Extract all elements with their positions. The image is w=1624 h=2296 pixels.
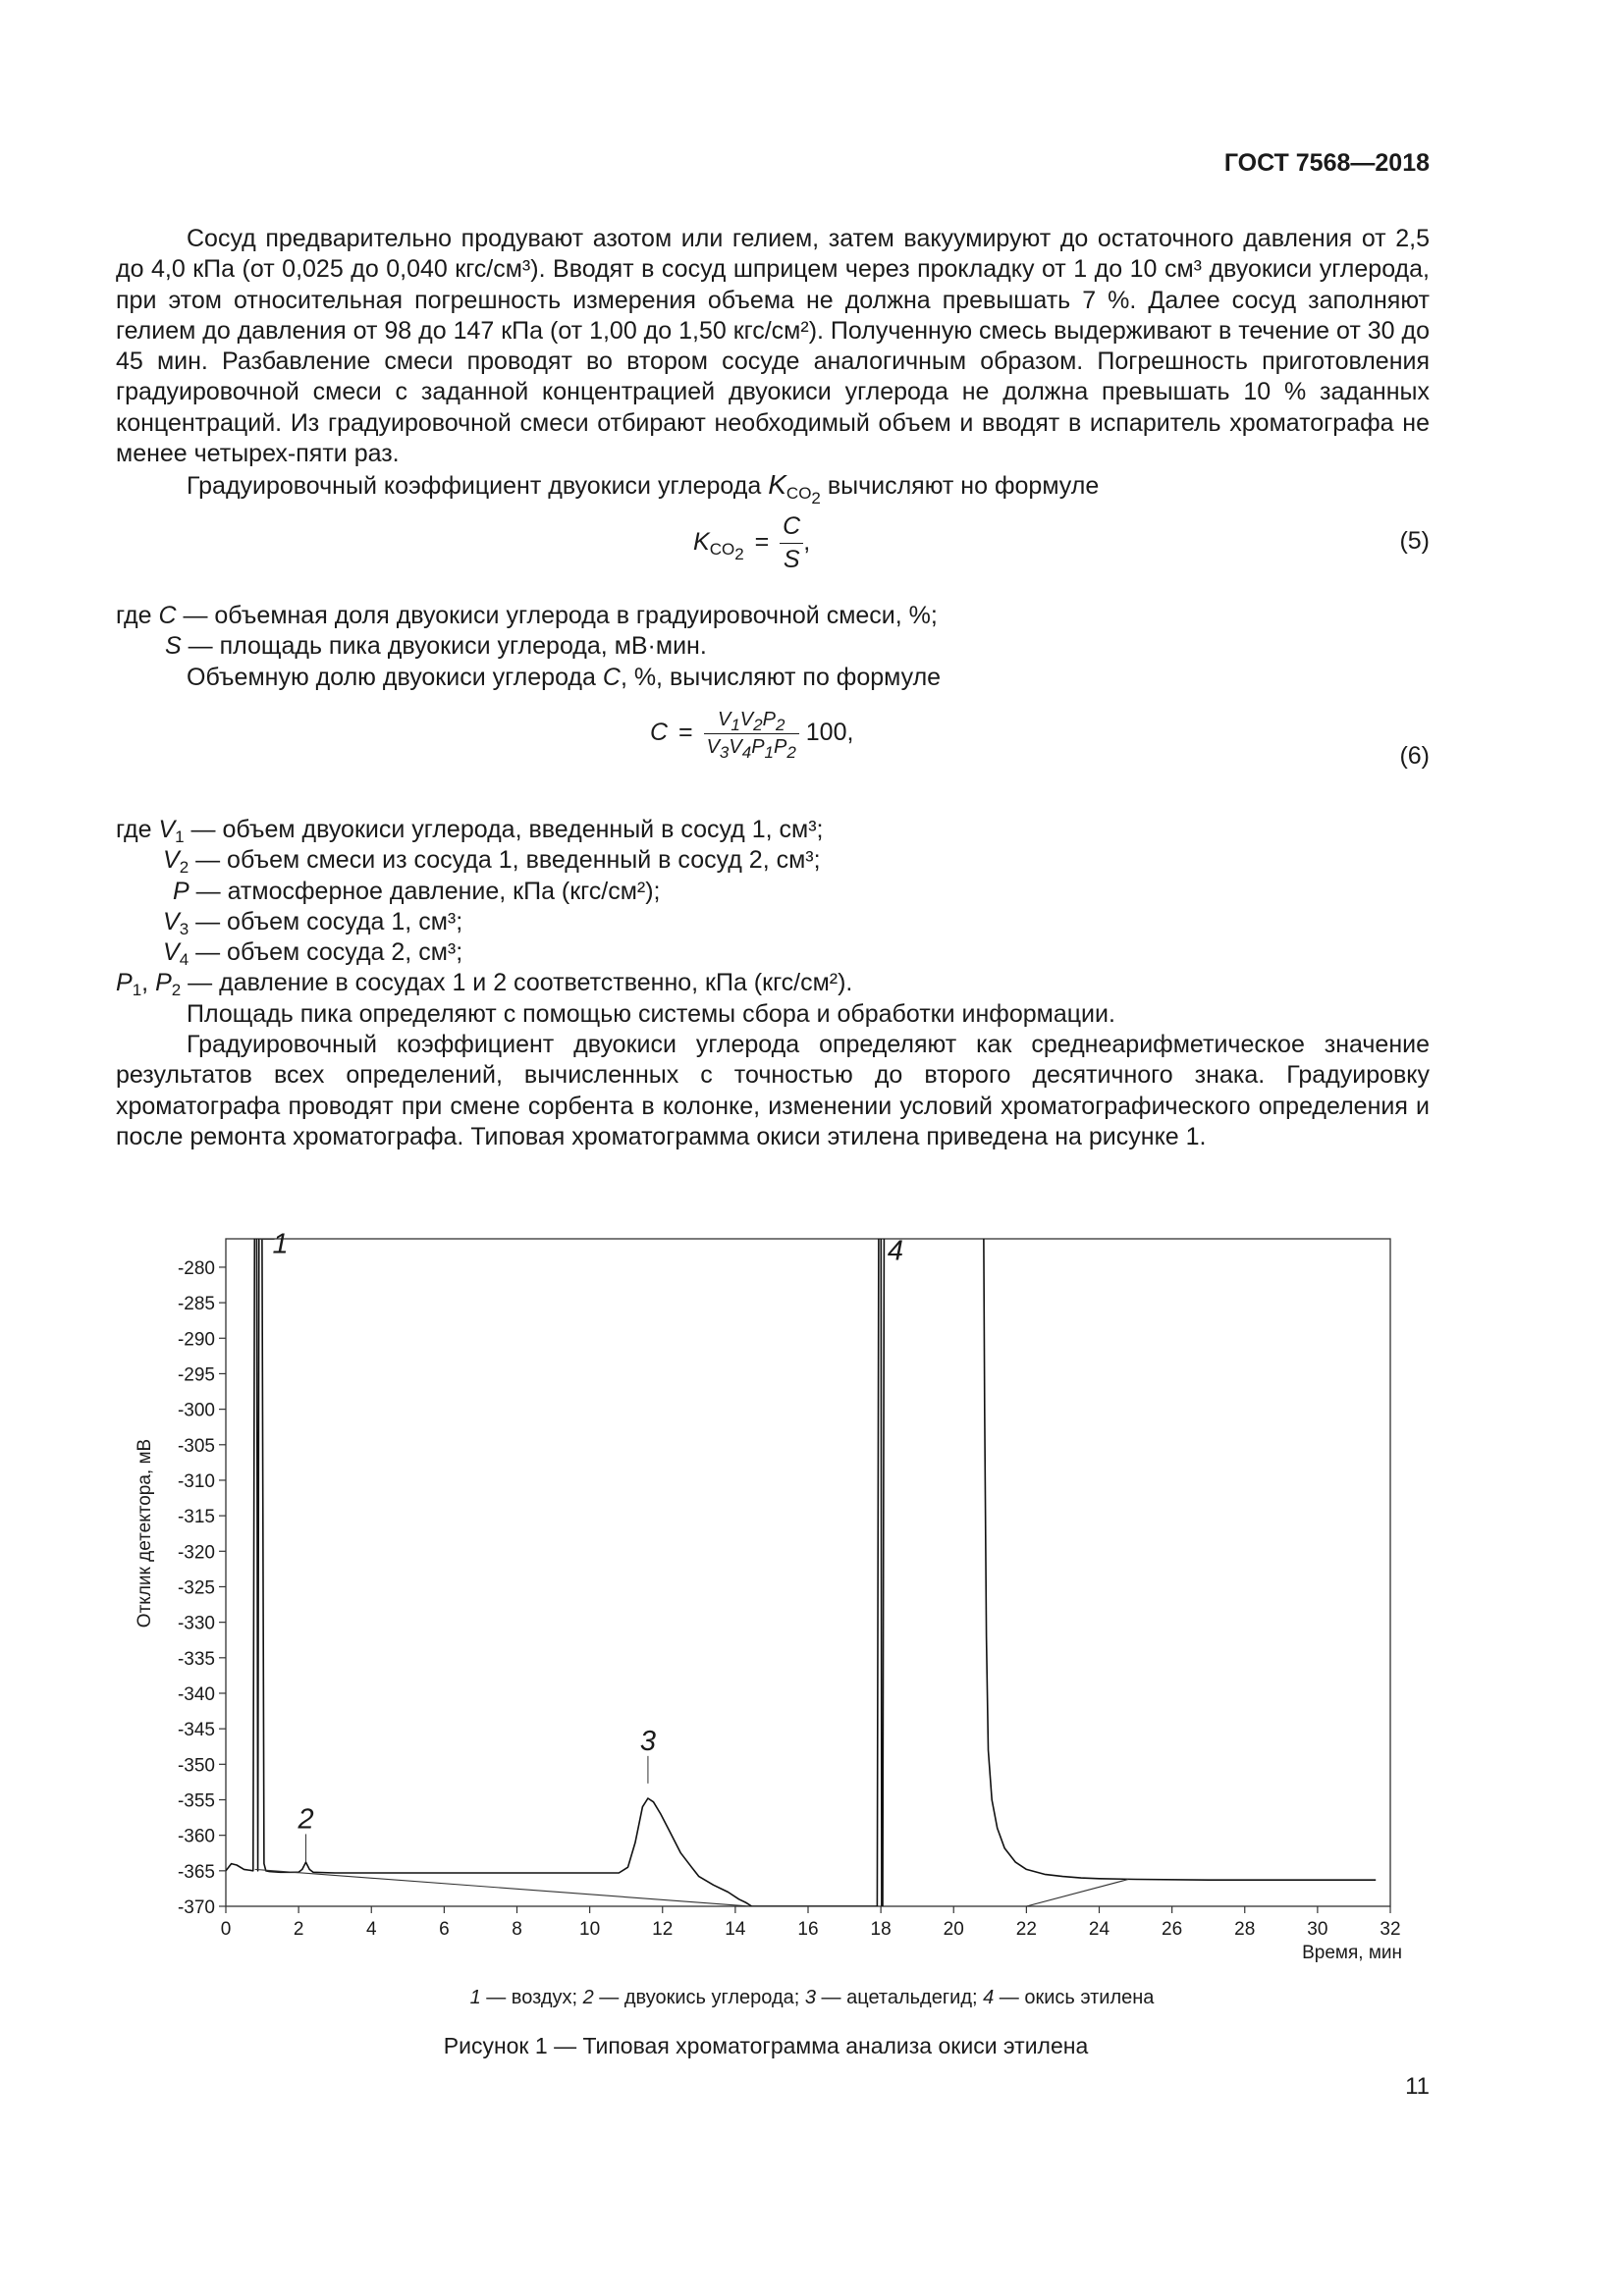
peak-label-2: 2 [298,1803,314,1836]
formula6-den: $V_3V_4P_1P_2$ [706,736,796,762]
x-tick-label: 24 [1088,1919,1110,1940]
y-tick-label: -370 [177,1897,215,1918]
paragraph-coefficient-tail: вычисляют но формуле [820,472,1100,501]
k-sub [785,484,821,508]
y-axis-label: Отклик детектора, мВ [135,1438,155,1629]
figure-legend [0,1987,1624,2009]
where6-v3-text: — объем сосуда 1, см³; [189,907,463,935]
formula-5 [693,512,810,574]
y-tick-label: -365 [177,1861,215,1883]
where6-v1-text: — объем двуокиси углерода, введенный в сосуд 1, см³; [184,816,824,843]
y-tick-label: -300 [177,1400,215,1421]
legend-num-2: 2 [582,1987,594,2008]
k-subsub: 2 [811,489,821,508]
paragraph-volume-lead: Объемную долю двуокиси углерода [187,663,603,691]
y-tick-label: -330 [177,1613,215,1634]
y-tick-label: -290 [177,1329,215,1351]
y-tick-label: -340 [177,1683,215,1705]
y-tick-label: -335 [177,1648,215,1670]
where6-p [116,877,1430,907]
y-tick-label: -295 [177,1364,215,1386]
x-tick-label: 10 [579,1919,601,1940]
formula6-num: $V_1V_2P_2$ [704,709,799,734]
text-block-1 [116,224,1430,508]
chromatogram-chart [128,1227,1434,1983]
x-tick-label: 8 [512,1919,522,1940]
where6-v1-sub: 1 [175,828,185,846]
x-tick-label: 26 [1162,1919,1183,1940]
where5-s [116,631,1430,662]
where6-v2 [116,845,1430,876]
formula5-eq: = [754,528,770,557]
paragraph-volume-tail: , %, вычисляют по формуле [620,663,942,691]
formula6-lhs: C [650,719,669,747]
formula5-end: , [803,528,811,557]
formula-5-number: (5) [1399,527,1430,555]
legend-num-3: 3 [804,1987,816,2008]
y-tick-label: -285 [177,1294,215,1315]
y-tick-label: -280 [177,1257,215,1279]
k-sub-text: CO [785,484,812,504]
page-number: 11 [1405,2073,1430,2100]
where6-v4-sub: 4 [179,950,189,970]
plot-frame [226,1239,1390,1906]
where6-p1p2-text: — давление в сосудах 1 и 2 соответственно, кПа (кгс/см²). [181,969,853,997]
where5-s-sym: S [165,632,182,661]
y-tick-label: -315 [177,1507,215,1528]
where5-c-prefix: где [116,602,159,629]
where5-c-text: — объемная доля двуокиси углерода в градуировочной смеси, %; [176,602,938,629]
text-block-2 [116,601,1430,693]
formula5-k: K [693,528,710,557]
legend-num-1: 1 [469,1987,481,2008]
where6-p1-sub: 1 [132,981,142,1000]
x-tick-label: 32 [1380,1919,1401,1940]
peak-label-1: 1 [272,1228,289,1260]
text-block-3 [116,815,1430,1152]
formula5-k-sub [709,540,744,564]
x-tick-label: 0 [220,1919,232,1940]
paragraph-preparation: Сосуд предварительно продувают азотом или гелием, затем вакуумируют до остаточного давления от 2,5 до 4,0 кПа (от 0,025 до 0,040 кгс/см³). Вводят в сосуд шприцем через прокладку от 1 до 10 см³ двуокиси углерода, при этом относительная погрешность измерения объема не должна превышать 7 %. Далее сосуд заполняют гелием до давления от 98 до 147 кПа (от 1,00 до 1,50 кгс/см²). Полученную смесь выдерживают в течение от 30 до 45 мин. Разбавление смеси проводят во втором сосуде аналогичным образом. Погрешность приготовления градуировочной смеси с заданной концентрацией двуокиси углерода не должна превышать 10 % заданных концентраций. Из градуировочной смеси отбирают необходимый объем и вводят в испаритель хроматографа не менее четырех-пяти раз. [116,225,1430,468]
formula6-factor: 100, [805,719,854,747]
where6-p1p2 [116,968,1430,998]
y-tick-label: -310 [177,1470,215,1492]
paragraph-volume-fraction [116,663,1430,693]
series-line-1 [226,1227,1376,1906]
where5-s-text: — площадь пика двуокиси углерода, мВ·мин. [181,632,707,661]
x-axis-label: Время, мин [1302,1943,1402,1963]
where6-p2-sub: 2 [171,981,182,1000]
y-tick-label: -305 [177,1435,215,1457]
peak-label-3: 3 [639,1725,656,1757]
formula5-den: S [783,546,800,573]
formula5-num: C [780,512,803,544]
paragraph-calibration: Градуировочный коэффициент двуокиси углерода определяют как среднеарифметическое значение результатов всех определений, вычисленных с точностью до второго десятичного знака. Градуировку хроматографа проводят при смене сорбента в колонке, изменении условий хроматографического определения и после ремонта хроматографа. Типовая хроматограмма окиси этилена приведена на рисунке 1. [116,1031,1430,1150]
formula-6 [650,709,854,762]
y-tick-label: -325 [177,1577,215,1599]
x-tick-label: 18 [870,1919,892,1940]
where6-v4-text: — объем сосуда 2, см³; [189,938,463,967]
where6-v2-sym: V [163,846,180,875]
baseline-2 [1026,1880,1128,1906]
where6-v1-sym: V [158,816,176,843]
formula5-k-sub-text: CO [709,540,735,560]
document-code: ГОСТ 7568—2018 [1223,149,1430,177]
paragraph-coefficient [116,469,1430,508]
legend-text-2: — двуокись углерода; [593,1987,805,2008]
formula5-fraction [780,512,803,574]
figure-caption: Рисунок 1 — Типовая хроматограмма анализа окиси этилена [443,2033,1089,2058]
x-tick-label: 2 [293,1919,304,1940]
y-tick-label: -355 [177,1790,215,1812]
x-tick-label: 4 [365,1919,377,1940]
where6-v2-text: — объем смеси из сосуда 1, введенный в сосуд 2, см³; [189,846,821,875]
legend-num-4: 4 [983,1987,995,2008]
x-tick-label: 6 [439,1919,450,1940]
where6-v3-sym: V [163,907,180,935]
formula5-k-subsub: 2 [734,545,744,564]
formula6-fraction [704,709,799,762]
where6-p2-sym: P [155,969,172,997]
where5-c [116,601,1430,631]
where6-v4 [116,937,1430,968]
where6-v1 [116,815,1430,845]
y-tick-label: -320 [177,1542,215,1564]
y-tick-label: -360 [177,1826,215,1847]
x-tick-label: 20 [943,1919,964,1940]
formula-6-number: (6) [1399,742,1430,770]
baseline-1 [255,1869,750,1906]
where6-v1-prefix: где [116,816,159,843]
x-tick-label: 30 [1307,1919,1328,1940]
peak-label-4: 4 [887,1235,904,1267]
legend-text-3: — ацетальдегид; [815,1987,984,2008]
legend-text-4: — окись этилена [994,1987,1155,2008]
x-tick-label: 28 [1234,1919,1256,1940]
k-symbol: K [768,469,786,501]
y-tick-label: -345 [177,1720,215,1741]
paragraph-volume-sym: C [602,663,621,691]
formula6-eq: = [678,719,693,747]
paragraph-peak-area: Площадь пика определяют с помощью системы сбора и обработки информации. [187,999,1115,1028]
where6-v2-sub: 2 [179,858,189,878]
y-tick-label: -350 [177,1755,215,1777]
legend-text-1: — воздух; [480,1987,583,2008]
where6-v3-sub: 3 [179,919,189,938]
x-tick-label: 22 [1015,1919,1037,1940]
x-tick-label: 14 [725,1919,746,1940]
x-tick-label: 12 [652,1919,674,1940]
where6-p1-sym: P [116,969,133,997]
where6-v4-sym: V [163,938,180,967]
where6-v3 [116,907,1430,937]
where6-comma: , [141,969,156,997]
x-tick-label: 16 [797,1919,819,1940]
where6-p-sym: P [173,877,189,905]
where5-c-sym: C [158,602,177,629]
paragraph-coefficient-lead: Градуировочный коэффициент двуокиси углерода [187,472,769,501]
where6-p-text: — атмосферное давление, кПа (кгс/см²); [189,877,661,905]
